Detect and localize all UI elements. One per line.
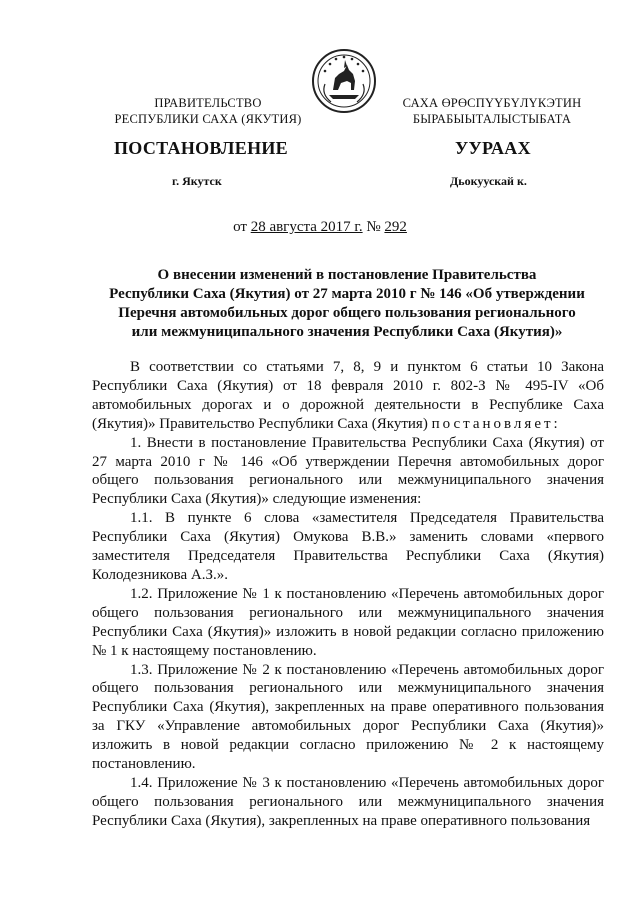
clause-1: 1. Внести в постановление Правительства Республики Саха (Якутия) от 27 марта 2010 г № 146 «Об утверждении Перечня автомобильных дорог общего пользования регионального или межмуниципального значения Республики Саха (Якутия)» следующие изменения: bbox=[92, 434, 604, 508]
title-sakha: УУРААХ bbox=[455, 138, 531, 158]
city-ru: г. Якутск bbox=[172, 174, 222, 188]
date-prefix: от bbox=[233, 219, 247, 235]
clause-1-2: 1.2. Приложение № 1 к постановлению «Перечень автомобильных дорог общего пользования регионального или межмуниципального значения Республики Саха (Якутия)» изложить в новой редакции согласно приложению № 1 к настоящему постановлению. bbox=[92, 585, 604, 659]
title-ru: ПОСТАНОВЛЕНИЕ bbox=[114, 138, 288, 158]
decree-subject bbox=[92, 266, 602, 342]
preamble-paragraph bbox=[92, 358, 604, 434]
subject-line2: Республики Саха (Якутия) от 27 марта 2010 г № 146 «Об утверждении bbox=[109, 286, 585, 302]
subject-line3: Перечня автомобильных дорог общего пользования регионального bbox=[118, 305, 576, 321]
subject-line4: или межмуниципального значения Республики Саха (Якутия)» bbox=[131, 324, 563, 340]
decree-body bbox=[92, 358, 604, 831]
decree-date-number bbox=[0, 219, 640, 236]
header-left-line2: РЕСПУБЛИКИ САХА (ЯКУТИЯ) bbox=[114, 112, 302, 126]
preamble-text: В соответствии со статьями 7, 8, 9 и пунктом 6 статьи 10 Закона Республики Саха (Якутия) от 18 февраля 2010 г. 802-З № 495-IV «Об автомобильных дорогах и о дорожной деятельности в Республике Саха (Якутия)» Правительство Республики Саха (Якутия) bbox=[92, 359, 604, 432]
clause-1-1: 1.1. В пункте 6 слова «заместителя Председателя Правительства Республики Саха (Якутия) Омукова В.В.» заменить словами «первого заместителя Председателя Правительства Республики Саха (Якутия) Колодезникова А.З.». bbox=[92, 510, 604, 583]
header-left-line1: ПРАВИТЕЛЬСТВО bbox=[154, 96, 262, 110]
clause-1-4: 1.4. Приложение № 3 к постановлению «Перечень автомобильных дорог общего пользования регионального или межмуниципального значения Республики Саха (Якутия), закрепленных на праве оперативного пользования bbox=[92, 774, 604, 829]
header-left bbox=[88, 95, 328, 127]
preamble-verb: постановляет: bbox=[431, 415, 561, 432]
header-right-line1: САХА ӨРӨСПҮҮБҮЛҮКЭТИН bbox=[402, 96, 582, 110]
clause-1-3: 1.3. Приложение № 2 к постановлению «Перечень автомобильных дорог общего пользования регионального или межмуниципального значения Республики Саха (Якутия), закрепленных на праве оперативного пользования за ГКУ «Управление автомобильных дорог Республики Саха (Якутия)» изложить в новой редакции согласно приложению № 2 к настоящему постановлению. bbox=[92, 661, 604, 773]
decree-number: 292 bbox=[384, 219, 407, 235]
subject-line1: О внесении изменений в постановление Правительства bbox=[157, 267, 537, 283]
coat-of-arms-emblem-icon bbox=[311, 48, 377, 114]
header-right bbox=[372, 95, 612, 127]
number-label: № bbox=[366, 219, 381, 235]
decree-date: 28 августа 2017 г. bbox=[250, 219, 363, 235]
city-sakha: Дьокуускай к. bbox=[450, 174, 527, 188]
header-right-line2: БЫРАБЫЫТАЛЫСТЫБАТА bbox=[412, 112, 572, 126]
